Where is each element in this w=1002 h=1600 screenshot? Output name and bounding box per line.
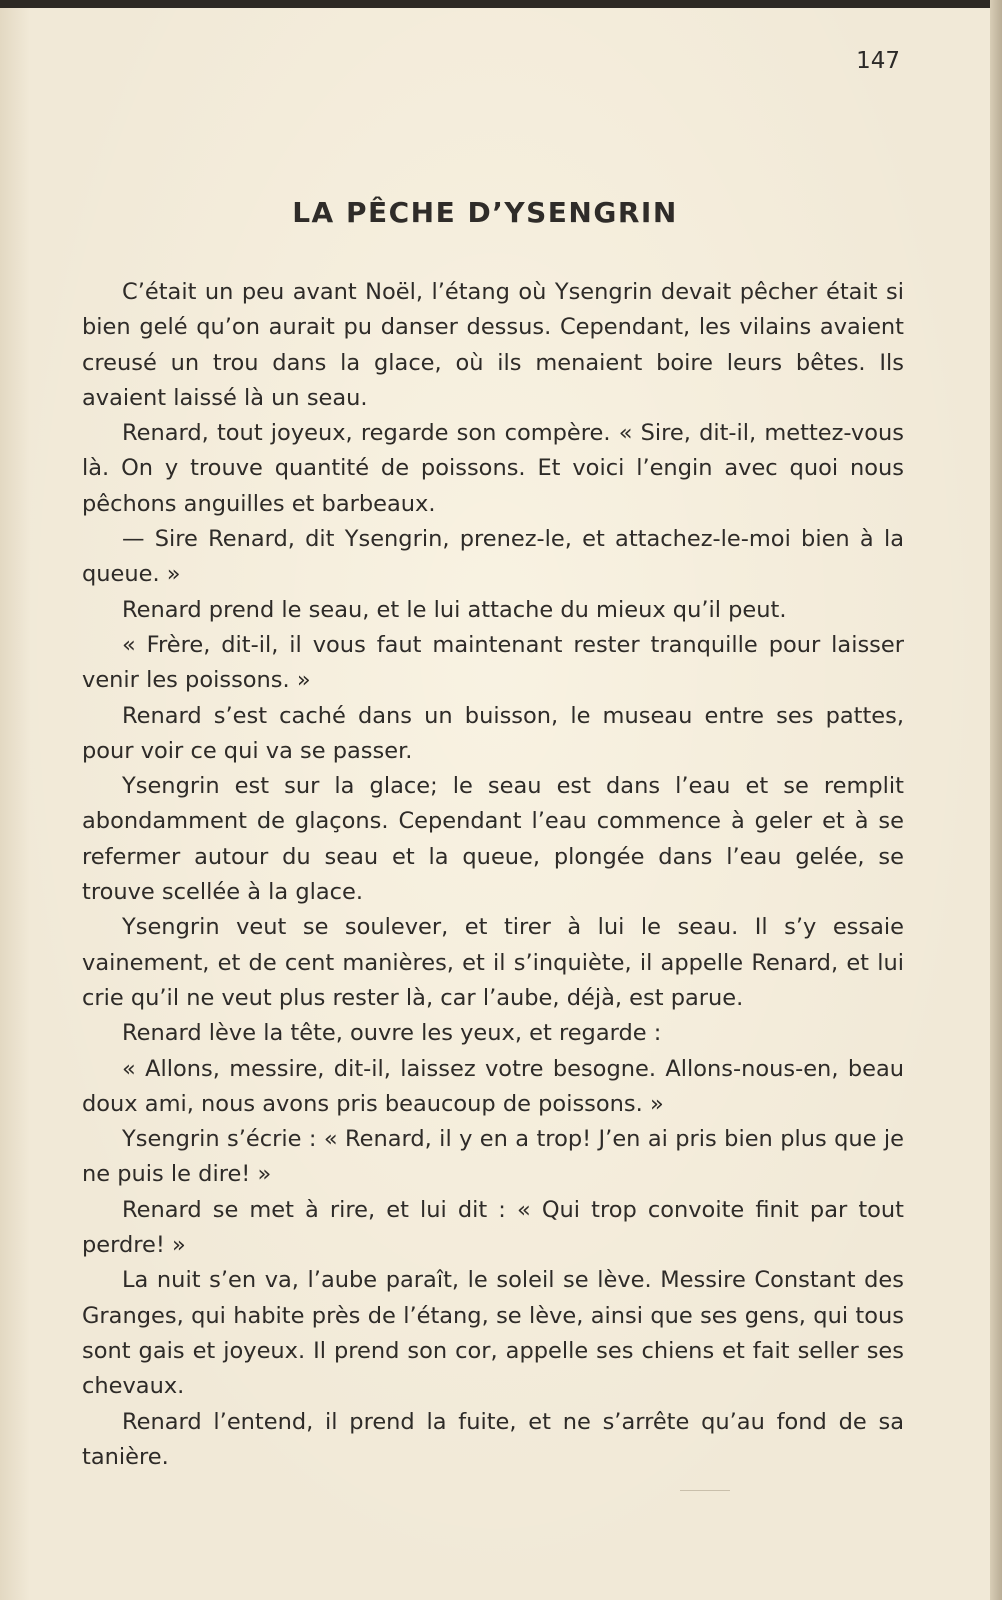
paragraph: « Allons, messire, dit-il, laissez votre besogne. Allons-nous-en, beau doux ami, nous avons pris beaucoup de poissons. » — [82, 1055, 904, 1117]
faint-rule — [680, 1490, 730, 1491]
paragraph: Renard l’entend, il prend la fuite, et ne s’arrête qu’au fond de sa tanière. — [82, 1408, 904, 1470]
paragraph: Ysengrin s’écrie : « Renard, il y en a trop! J’en ai pris bien plus que je ne puis le dire! » — [82, 1126, 904, 1188]
paragraph: Renard prend le seau, et le lui attache du mieux qu’il peut. — [122, 596, 787, 623]
book-page — [0, 8, 990, 1600]
body-text — [82, 275, 904, 1475]
paragraph: Renard, tout joyeux, regarde son compère. « Sire, dit-il, mettez-vous là. On y trouve quantité de poissons. Et voici l’engin avec quoi nous pêchons anguilles et barbeaux. — [82, 420, 904, 517]
paragraph: « Frère, dit-il, il vous faut maintenant rester tranquille pour laisser venir les poissons. » — [82, 631, 904, 694]
scan-top-border — [0, 0, 1002, 8]
paragraph: Renard s’est caché dans un buisson, le museau entre ses pattes, pour voir ce qui va se passer. — [82, 702, 904, 764]
chapter-title: LA PÊCHE D’YSENGRIN — [292, 196, 678, 229]
paragraph: C’était un peu avant Noël, l’étang où Ysengrin devait pêcher était si bien gelé qu’on aurait pu danser dessus. Cependant, les vilains avaient creusé un trou dans la glace, où ils menaient boire leurs bêtes. Ils avaient laissé là un seau. — [82, 279, 904, 411]
paragraph: Ysengrin veut se soulever, et tirer à lui le seau. Il s’y essaie vainement, et de cent manières, et il s’inquiète, il appelle Renard, et lui crie qu’il ne veut plus rester là, car l’aube, déjà, est parue. — [82, 914, 904, 1011]
page-number: 147 — [856, 48, 900, 74]
page-edge — [990, 0, 1002, 1600]
paragraph: Renard lève la tête, ouvre les yeux, et regarde : — [122, 1020, 662, 1047]
paragraph: La nuit s’en va, l’aube paraît, le soleil se lève. Messire Constant des Granges, qui habite près de l’étang, se lève, ainsi que ses gens, qui tous sont gais et joyeux. Il prend son cor, appelle ses chiens et fait seller ses chevaux. — [82, 1267, 904, 1400]
paragraph: Ysengrin est sur la glace; le seau est dans l’eau et se remplit abondamment de glaçons. Cependant l’eau commence à geler et à se refermer autour du seau et la queue, plongée dans l’eau gelée, se trouve scellée à la glace. — [82, 773, 904, 906]
paragraph: Renard se met à rire, et lui dit : « Qui trop convoite finit par tout perdre! » — [82, 1196, 904, 1259]
paragraph: — Sire Renard, dit Ysengrin, prenez-le, et attachez-le-moi bien à la queue. » — [82, 526, 904, 588]
